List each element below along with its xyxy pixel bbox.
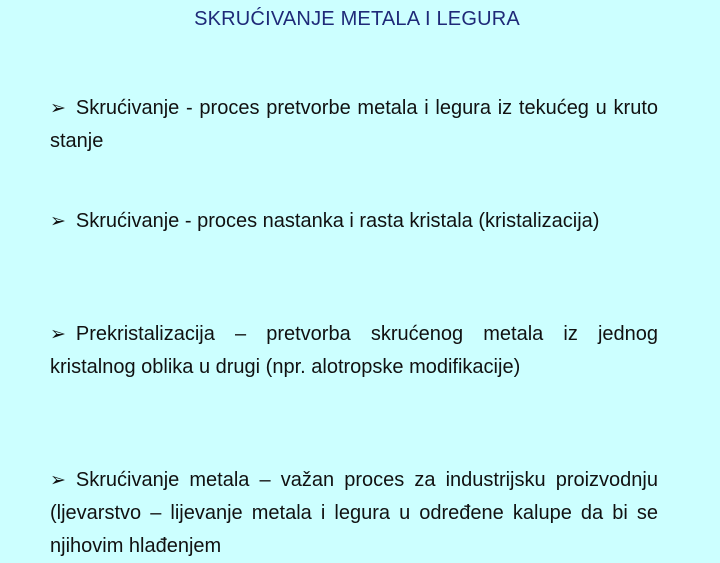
bullet-item bbox=[50, 318, 658, 384]
bullet-item bbox=[50, 464, 658, 563]
arrowhead-bullet-icon: ➢ bbox=[50, 211, 66, 232]
bullet-text: Skrućivanje - proces nastanka i rasta kristala (kristalizacija) bbox=[75, 210, 600, 232]
arrowhead-bullet-icon: ➢ bbox=[50, 470, 66, 491]
bullet-text: Skrućivanje metala – važan proces za industrijsku proizvodnju (ljevarstvo – lijevanje metala i legura u određene kalupe da bi se njihovim hlađenjem bbox=[50, 469, 658, 557]
bullet-text: Skrućivanje - proces pretvorbe metala i legura iz tekućeg u kruto stanje bbox=[50, 97, 658, 152]
arrowhead-bullet-icon: ➢ bbox=[50, 98, 66, 119]
slide-title: SKRUĆIVANJE METALA I LEGURA bbox=[194, 8, 520, 30]
bullet-item bbox=[50, 205, 658, 238]
arrowhead-bullet-icon: ➢ bbox=[50, 324, 66, 345]
bullet-text: Prekristalizacija – pretvorba skrućenog metala iz jednog kristalnog oblika u drugi (npr. alotropske modifikacije) bbox=[50, 323, 658, 378]
bullet-item bbox=[50, 92, 658, 158]
